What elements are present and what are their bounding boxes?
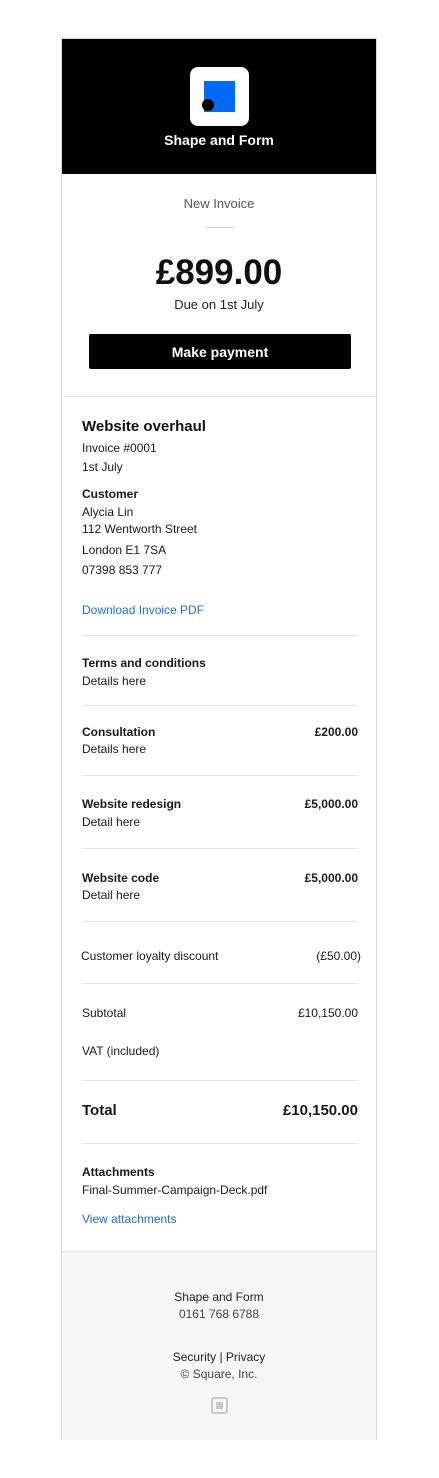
footer-phone: 0161 768 6788: [178, 1307, 260, 1321]
section-divider: [62, 396, 376, 397]
footer-business-name: Shape and Form: [174, 1290, 264, 1304]
line-item-name: Website code: [82, 871, 160, 885]
total-label: Total: [82, 1102, 117, 1119]
brand-name: Shape and Form: [164, 132, 274, 148]
line-item-price: £200.00: [314, 725, 358, 739]
brand-logo-icon: [190, 67, 249, 126]
line-item-detail: Detail here: [82, 815, 141, 829]
footer-legal-links: [62, 1350, 376, 1364]
terms-detail: Details here: [82, 674, 147, 688]
link-separator: |: [219, 1350, 223, 1364]
vat-label: VAT (included): [82, 1044, 160, 1058]
divider: [82, 983, 358, 984]
discount-amount: (£50.00): [316, 949, 361, 963]
divider: [82, 848, 358, 849]
invoice-number: Invoice #0001: [82, 441, 157, 455]
total-value: £10,150.00: [282, 1102, 358, 1119]
discount-label: Customer loyalty discount: [81, 949, 219, 963]
logo-dot: [202, 99, 214, 111]
footer-copyright: © Square, Inc.: [180, 1367, 258, 1381]
header-banner: [62, 39, 376, 174]
divider: [82, 705, 358, 706]
divider: [82, 921, 358, 922]
line-item-price: £5,000.00: [304, 871, 358, 885]
security-link[interactable]: Security: [172, 1350, 217, 1364]
square-logo-icon: [211, 1397, 228, 1414]
view-attachments-link[interactable]: View attachments: [82, 1212, 177, 1226]
divider: [82, 775, 358, 776]
make-payment-button[interactable]: Make payment: [89, 334, 351, 369]
amount-due: £899.00: [155, 253, 283, 292]
privacy-link[interactable]: Privacy: [225, 1350, 266, 1364]
customer-address-line2: London E1 7SA: [82, 543, 167, 557]
line-item-name: Website redesign: [82, 797, 182, 811]
divider-short: [206, 227, 234, 228]
divider: [82, 1080, 358, 1081]
invoice-label: New Invoice: [183, 196, 255, 211]
terms-title: Terms and conditions: [82, 656, 206, 670]
footer: [62, 1251, 376, 1440]
line-item-price: £5,000.00: [304, 797, 358, 811]
due-date: Due on 1st July: [174, 297, 264, 312]
download-invoice-link[interactable]: Download Invoice PDF: [82, 603, 205, 617]
customer-heading: Customer: [82, 487, 139, 501]
line-item-name: Consultation: [82, 725, 156, 739]
attachments-title: Attachments: [82, 1165, 155, 1179]
invoice-date: 1st July: [82, 460, 123, 474]
subtotal-label: Subtotal: [82, 1006, 127, 1020]
subtotal-value: £10,150.00: [297, 1006, 358, 1020]
customer-address-line1: 112 Wentworth Street: [82, 522, 197, 536]
line-item-detail: Detail here: [82, 888, 141, 902]
customer-name: Alycia Lin: [82, 505, 134, 519]
line-item-detail: Details here: [82, 742, 147, 756]
attachment-file: Final-Summer-Campaign-Deck.pdf: [82, 1183, 268, 1197]
divider: [82, 635, 358, 636]
divider: [82, 1143, 358, 1144]
invoice-title: Website overhaul: [82, 418, 206, 435]
customer-phone: 07398 853 777: [82, 563, 163, 577]
invoice-card: [61, 38, 377, 1440]
